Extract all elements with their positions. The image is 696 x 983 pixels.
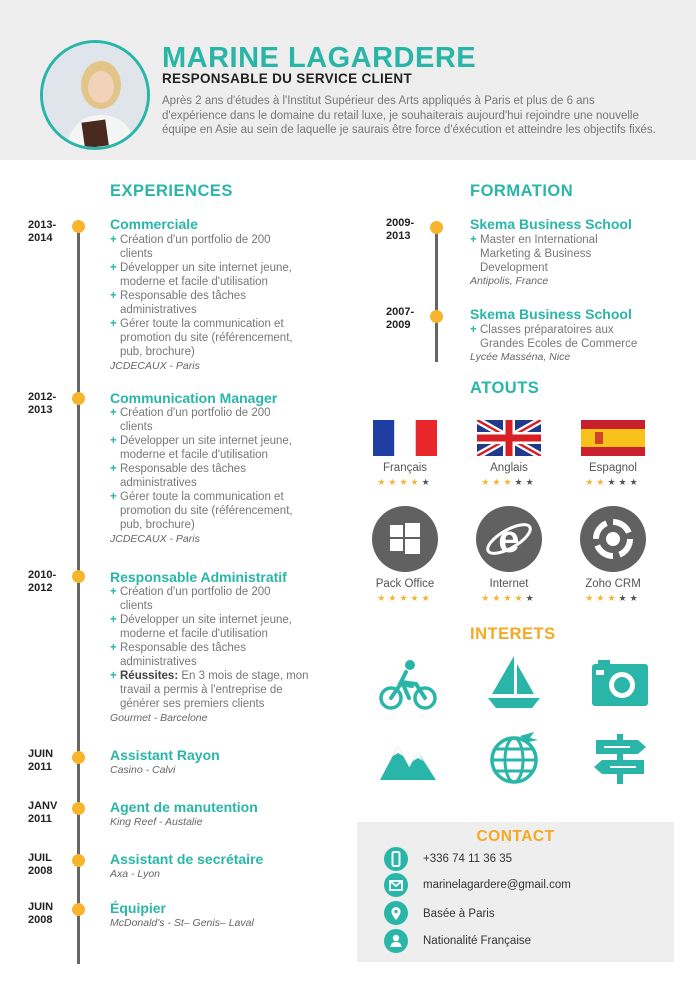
formation-title: FORMATION	[470, 182, 574, 200]
star-filled-icon: ★	[596, 593, 608, 603]
job-title: Agent de manutention	[110, 799, 258, 815]
star-empty-icon: ★	[607, 477, 619, 487]
star-filled-icon: ★	[421, 593, 433, 603]
profile-summary: Après 2 ans d'études à l'Institut Supérieur des Arts appliqués à Paris et plus de 6 ans d'expérience dans le domaine du retail luxe, je souhaiterais aujourd'hui rejoindre une nouvelle équipe en Asie au sein de laquelle je saurais être force d'éxécution et atteindre les objectifs fixés.	[162, 95, 656, 136]
internet-explorer-icon	[476, 506, 542, 572]
timeline-dot	[72, 570, 85, 583]
experiences-title: EXPERIENCES	[110, 182, 233, 200]
rating-stars	[464, 593, 554, 604]
timeline-dot	[430, 310, 443, 323]
timeline-dot	[72, 903, 85, 916]
job-place: Casino - Calvi	[110, 764, 176, 776]
travel-globe-icon	[484, 730, 544, 786]
bullet-item: + Classes préparatoires aux Grandes Ecoles de Commerce	[470, 324, 638, 350]
rating-stars	[568, 477, 658, 488]
windows-icon	[372, 506, 438, 572]
france-flag-icon	[373, 420, 437, 456]
star-filled-icon: ★	[503, 477, 515, 487]
star-empty-icon: ★	[618, 477, 630, 487]
language-english: Anglais ★★★★★	[464, 420, 554, 488]
star-filled-icon: ★	[585, 593, 597, 603]
exp-date: JUIN 2008	[28, 901, 54, 926]
star-filled-icon: ★	[410, 593, 422, 603]
zoho-crm-icon	[580, 506, 646, 572]
job-bullets	[110, 233, 293, 359]
bullet-item: + Responsable des tâches administratives	[110, 463, 246, 489]
svg-text:e: e	[498, 519, 520, 561]
timeline-dot	[72, 802, 85, 815]
star-empty-icon: ★	[421, 477, 433, 487]
software-zoho-crm: Zoho CRM ★★★★★	[568, 506, 658, 604]
star-filled-icon: ★	[399, 593, 411, 603]
sailboat-icon	[484, 654, 544, 710]
star-filled-icon: ★	[377, 477, 389, 487]
job-place: JCDECAUX - Paris	[110, 533, 200, 545]
contact-title: CONTACT	[476, 828, 555, 845]
formation-place: Lycée Masséna, Nice	[470, 351, 571, 363]
bullet-item: + Développer un site internet jeune, moderne et facile d'utilisation	[110, 435, 292, 461]
spain-flag-icon	[581, 420, 645, 456]
bullet-item: + Responsable des tâches administratives	[110, 290, 246, 316]
contact-nationality: Nationalité Française	[423, 935, 532, 947]
job-place: Gourmet - Barcelone	[110, 712, 208, 724]
atouts-title: ATOUTS	[470, 379, 540, 397]
camera-icon	[590, 656, 650, 712]
bullet-item: + Développer un site internet jeune, moderne et facile d'utilisation	[110, 614, 292, 640]
star-filled-icon: ★	[492, 477, 504, 487]
exp-date: 2010- 2012	[28, 569, 57, 594]
bullet-item: + Gérer toute la communication et promotion du site (référencement, pub, brochure)	[110, 491, 293, 531]
formation-date: 2009- 2013	[386, 217, 415, 242]
formation-details	[470, 233, 598, 275]
rating-stars	[464, 477, 554, 488]
timeline-dot	[72, 854, 85, 867]
uk-flag-icon	[477, 420, 541, 456]
star-filled-icon: ★	[377, 593, 389, 603]
star-filled-icon: ★	[399, 477, 411, 487]
star-filled-icon: ★	[481, 593, 493, 603]
exp-date: JUIL 2008	[28, 852, 53, 877]
formation-timeline	[435, 222, 438, 362]
timeline-dot	[72, 751, 85, 764]
bullet-item: + Master en International Marketing & Business Development	[470, 234, 598, 274]
job-place: King Reef - Austalie	[110, 816, 203, 828]
school-name: Skema Business School	[470, 306, 632, 322]
person-icon	[384, 929, 408, 953]
bullet-item: + Création d'un portfolio de 200 clients	[110, 586, 271, 612]
contact-phone[interactable]: +336 74 11 36 35	[423, 853, 512, 865]
interets-title: INTERETS	[470, 625, 556, 643]
rating-stars	[568, 593, 658, 604]
job-bullets	[110, 406, 293, 532]
cycling-icon	[378, 656, 438, 712]
bullet-item: + Création d'un portfolio de 200 clients	[110, 234, 271, 260]
star-empty-icon: ★	[525, 593, 537, 603]
job-title: Assistant Rayon	[110, 747, 220, 763]
candidate-name: MARINE LAGARDERE	[162, 42, 477, 74]
star-empty-icon: ★	[629, 477, 641, 487]
job-title: Responsable Administratif	[110, 569, 287, 585]
job-place: JCDECAUX - Paris	[110, 360, 200, 372]
timeline-dot	[430, 221, 443, 234]
star-filled-icon: ★	[503, 593, 515, 603]
exp-date: JUIN 2011	[28, 748, 54, 773]
star-filled-icon: ★	[607, 593, 619, 603]
exp-date: JANV 2011	[28, 800, 58, 825]
bullet-item: + Gérer toute la communication et promotion du site (référencement, pub, brochure)	[110, 318, 293, 358]
timeline-dot	[72, 392, 85, 405]
email-icon	[384, 873, 408, 897]
rating-stars	[360, 477, 450, 488]
contact-box	[357, 822, 674, 962]
timeline-dot	[72, 220, 85, 233]
job-title: Commerciale	[110, 216, 198, 232]
location-pin-icon	[384, 901, 408, 925]
contact-email[interactable]: marinelagardere@gmail.com	[423, 879, 571, 891]
star-filled-icon: ★	[481, 477, 493, 487]
job-title: Assistant de secrétaire	[110, 851, 264, 867]
signpost-icon	[590, 730, 650, 786]
software-pack-office: Pack Office ★★★★★	[360, 506, 450, 604]
star-filled-icon: ★	[492, 593, 504, 603]
formation-date: 2007- 2009	[386, 306, 415, 331]
language-spanish: Espagnol ★★★★★	[568, 420, 658, 488]
star-empty-icon: ★	[514, 477, 526, 487]
star-empty-icon: ★	[629, 593, 641, 603]
profile-photo	[40, 40, 150, 150]
job-bullets	[110, 585, 309, 711]
job-place: McDonald's - St– Genis– Laval	[110, 917, 254, 929]
bullet-item: + Création d'un portfolio de 200 clients	[110, 407, 271, 433]
bullet-item-reussites: + Réussites: En 3 mois de stage, mon travail a permis à l'entreprise de générer ses premiers clients	[110, 670, 309, 710]
job-title: Communication Manager	[110, 390, 278, 406]
experiences-timeline	[77, 222, 80, 964]
bullet-item: + Développer un site internet jeune, moderne et facile d'utilisation	[110, 262, 292, 288]
exp-date: 2012- 2013	[28, 391, 57, 416]
software-internet: e Internet ★★★★★	[464, 506, 554, 604]
star-empty-icon: ★	[618, 593, 630, 603]
candidate-role: RESPONSABLE DU SERVICE CLIENT	[162, 71, 412, 86]
star-filled-icon: ★	[585, 477, 597, 487]
job-place: Axa - Lyon	[110, 868, 161, 880]
mountains-icon	[378, 730, 438, 786]
contact-location: Basée à Paris	[423, 908, 495, 920]
job-title: Équipier	[110, 900, 167, 916]
star-empty-icon: ★	[525, 477, 537, 487]
star-filled-icon: ★	[410, 477, 422, 487]
language-french: Français ★★★★★	[360, 420, 450, 488]
bullet-item: + Responsable des tâches administratives	[110, 642, 246, 668]
school-name: Skema Business School	[470, 216, 632, 232]
star-filled-icon: ★	[596, 477, 608, 487]
star-filled-icon: ★	[388, 593, 400, 603]
star-filled-icon: ★	[388, 477, 400, 487]
star-filled-icon: ★	[514, 593, 526, 603]
exp-date: 2013- 2014	[28, 219, 57, 244]
formation-place: Antipolis, France	[470, 275, 549, 287]
phone-icon	[384, 847, 408, 871]
formation-details	[470, 323, 637, 351]
rating-stars	[360, 593, 450, 604]
